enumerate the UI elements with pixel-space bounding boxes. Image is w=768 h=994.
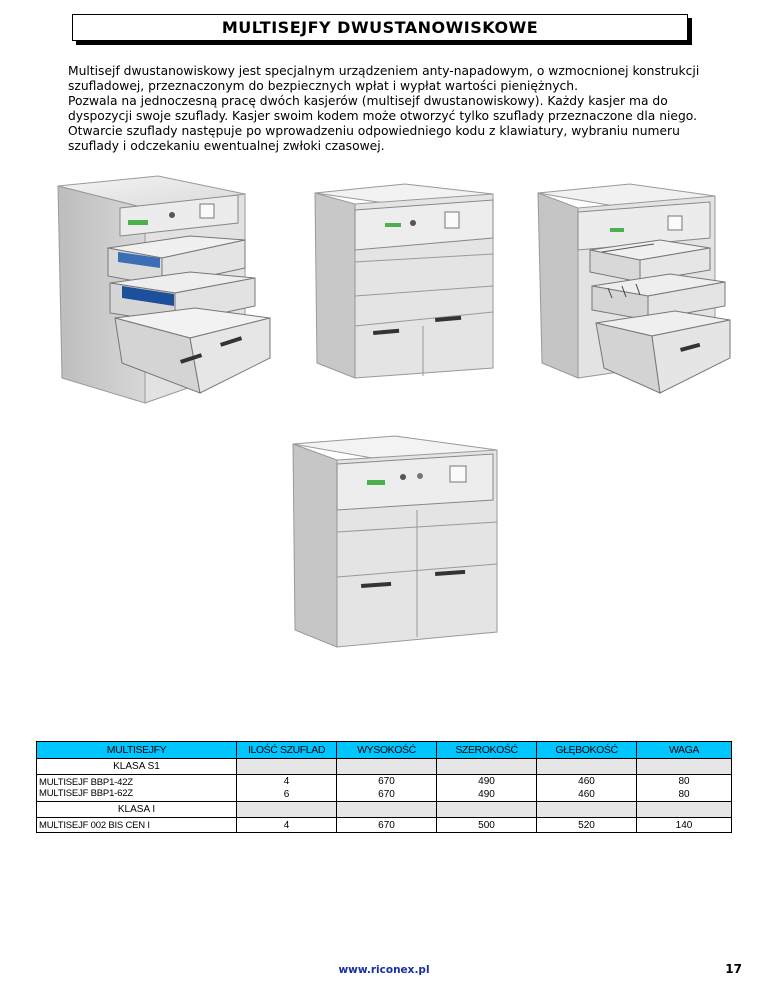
width-value: 490 — [478, 789, 495, 800]
safe-photo-coin-drawers — [530, 178, 735, 403]
footer-website-link[interactable]: www.riconex.pl — [338, 964, 430, 976]
table-row — [37, 818, 732, 833]
model-name: MULTISEJF BBP1-62Z — [39, 788, 133, 799]
drawer-count: 6 — [283, 789, 290, 800]
safe-photo-closed-tall — [295, 178, 510, 383]
weight-value: 80 — [678, 776, 690, 787]
spec-table — [36, 741, 732, 833]
depth-value: 460 — [578, 789, 595, 800]
class-row — [37, 802, 732, 818]
depth-value: 460 — [578, 776, 595, 787]
column-header: MULTISEJFY — [37, 742, 237, 759]
class-label: KLASA I — [37, 802, 237, 818]
page-number: 17 — [725, 962, 742, 976]
model-name: MULTISEJF 002 BIS CEN I — [37, 818, 237, 833]
class-label: KLASA S1 — [37, 759, 237, 775]
column-header: GŁĘBOKOŚĆ — [537, 742, 637, 759]
drawer-count: 4 — [283, 776, 290, 787]
model-name: MULTISEJF BBP1-42Z — [39, 777, 133, 788]
column-header: ILOŚĆ SZUFLAD — [237, 742, 337, 759]
column-header: WYSOKOŚĆ — [337, 742, 437, 759]
safe-photo-closed-center — [285, 432, 507, 654]
intro-paragraph — [68, 64, 748, 154]
safe-photo-open-drawers — [40, 168, 280, 413]
height-value: 670 — [378, 789, 395, 800]
column-header: SZEROKOŚĆ — [437, 742, 537, 759]
depth-value: 520 — [537, 818, 637, 833]
page-title: MULTISEJFY DWUSTANOWISKOWE — [221, 18, 539, 37]
intro-line: szuflady i odczekaniu ewentualnej zwłoki czasowej. — [68, 139, 385, 153]
intro-line: Pozwala na jednoczesną pracę dwóch kasjerów (multisejf dwustanowiskowy). Każdy kasjer ma do — [68, 94, 668, 108]
intro-line: Otwarcie szuflady następuje po wprowadzeniu odpowiedniego kodu z klawiatury, wybraniu numeru — [68, 124, 680, 138]
width-value: 500 — [437, 818, 537, 833]
table-row — [37, 775, 732, 802]
intro-line: dyspozycji swoje szuflady. Kasjer swoim kodem może otworzyć tylko szuflady przeznaczone dla niego. — [68, 109, 698, 123]
intro-line: Multisejf dwustanowiskowy jest specjalnym urządzeniem anty-napadowym, o wzmocnionej konstrukcji — [68, 64, 700, 78]
table-header-row — [37, 742, 732, 759]
intro-line: szufladowej, przeznaczonym do bezpiecznych wpłat i wypłat wartości pieniężnych. — [68, 79, 578, 93]
weight-value: 80 — [678, 789, 690, 800]
weight-value: 140 — [637, 818, 732, 833]
height-value: 670 — [378, 776, 395, 787]
class-row — [37, 759, 732, 775]
width-value: 490 — [478, 776, 495, 787]
page-title-box — [72, 14, 688, 41]
column-header: WAGA — [637, 742, 732, 759]
height-value: 670 — [337, 818, 437, 833]
drawer-count: 4 — [237, 818, 337, 833]
